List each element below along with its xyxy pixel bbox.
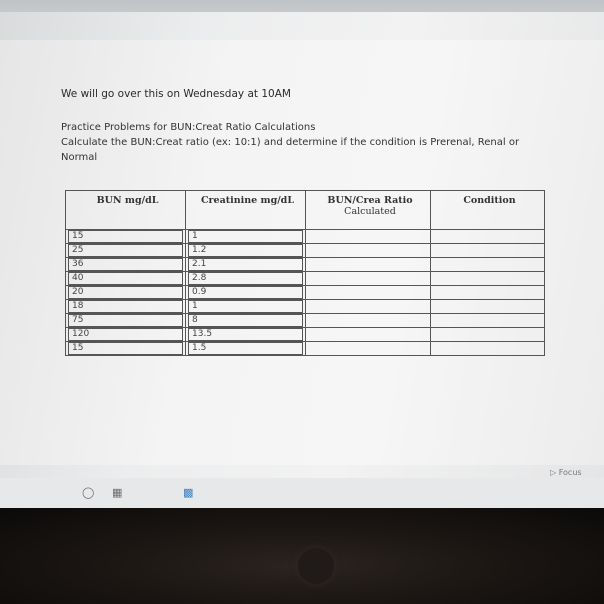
cell-bun[interactable]: [66, 244, 186, 258]
task-view-icon[interactable]: ▦: [112, 486, 123, 499]
cell-creatinine-value: 2.8: [188, 272, 303, 285]
header-creatinine: Creatinine mg/dL: [186, 191, 306, 230]
table-row: [66, 328, 545, 342]
cell-bun[interactable]: [66, 230, 186, 244]
table-row: [66, 314, 545, 328]
instruction-text: Calculate the BUN:Creat ratio (ex: 10:1) and determine if the condition is Prerenal, Renal or: [61, 137, 520, 148]
cell-ratio[interactable]: [306, 244, 431, 258]
cell-bun-value: 36: [68, 258, 183, 271]
header-condition: Condition: [431, 191, 545, 230]
table-row: [66, 342, 545, 356]
cell-creatinine[interactable]: [186, 258, 306, 272]
cell-creatinine[interactable]: [186, 286, 306, 300]
cell-bun-value: 120: [68, 328, 183, 341]
cell-creatinine-value: 2.1: [188, 258, 303, 271]
hp-logo: [298, 548, 334, 584]
microphone-icon[interactable]: ◯: [82, 486, 95, 499]
cell-creatinine[interactable]: [186, 244, 306, 258]
cell-creatinine[interactable]: [186, 328, 306, 342]
cell-ratio[interactable]: [306, 272, 431, 286]
cell-creatinine-value: 13.5: [188, 328, 303, 341]
cell-creatinine-value: 1.2: [188, 244, 303, 257]
app-icon[interactable]: ▩: [183, 486, 194, 499]
cell-ratio[interactable]: [306, 328, 431, 342]
cell-creatinine-value: 1: [188, 230, 303, 243]
cell-creatinine-value: 1.5: [188, 342, 303, 355]
cell-creatinine[interactable]: [186, 314, 306, 328]
table-header-row: [66, 191, 545, 230]
cell-bun-value: 40: [68, 272, 183, 285]
cell-bun-value: 18: [68, 300, 183, 313]
cell-condition[interactable]: [431, 314, 545, 328]
table-row: [66, 272, 545, 286]
cell-bun-value: 75: [68, 314, 183, 327]
cell-ratio[interactable]: [306, 286, 431, 300]
header-ratio: [306, 191, 431, 230]
focus-icon: ▷: [550, 468, 557, 477]
cell-condition[interactable]: [431, 230, 545, 244]
cell-creatinine-value: 1: [188, 300, 303, 313]
cell-condition[interactable]: [431, 342, 545, 356]
cell-condition[interactable]: [431, 300, 545, 314]
cell-creatinine[interactable]: [186, 300, 306, 314]
header-ratio-label: BUN/Crea Ratio: [327, 195, 413, 206]
cell-ratio[interactable]: [306, 258, 431, 272]
data-table: [65, 190, 545, 356]
cell-condition[interactable]: [431, 286, 545, 300]
table-row: [66, 244, 545, 258]
cell-bun-value: 25: [68, 244, 183, 257]
instructions: [61, 120, 541, 165]
cell-bun[interactable]: [66, 258, 186, 272]
table-row: [66, 230, 545, 244]
cell-bun[interactable]: [66, 286, 186, 300]
cell-bun[interactable]: [66, 314, 186, 328]
cell-bun[interactable]: [66, 342, 186, 356]
cell-bun[interactable]: [66, 328, 186, 342]
cell-creatinine[interactable]: [186, 272, 306, 286]
cell-condition[interactable]: [431, 328, 545, 342]
header-bun: BUN mg/dL: [66, 191, 186, 230]
cell-ratio[interactable]: [306, 230, 431, 244]
focus-button[interactable]: [550, 468, 582, 477]
announcement-text: We will go over this on Wednesday at 10AM: [61, 88, 291, 100]
cell-condition[interactable]: [431, 272, 545, 286]
cell-creatinine[interactable]: [186, 230, 306, 244]
header-ratio-sub: Calculated: [344, 206, 396, 217]
table-row: [66, 300, 545, 314]
cell-bun-value: 15: [68, 230, 183, 243]
cell-creatinine-value: 8: [188, 314, 303, 327]
focus-label: Focus: [558, 468, 582, 477]
cell-ratio[interactable]: [306, 314, 431, 328]
cell-creatinine-value: 0.9: [188, 286, 303, 299]
cell-condition[interactable]: [431, 258, 545, 272]
table-row: [66, 286, 545, 300]
cell-bun-value: 20: [68, 286, 183, 299]
cell-bun-value: 15: [68, 342, 183, 355]
cell-bun[interactable]: [66, 272, 186, 286]
cell-creatinine[interactable]: [186, 342, 306, 356]
cell-condition[interactable]: [431, 244, 545, 258]
cell-ratio[interactable]: [306, 342, 431, 356]
table-row: [66, 258, 545, 272]
instruction-continuation: Normal: [61, 152, 98, 163]
cell-ratio[interactable]: [306, 300, 431, 314]
heading-text: Practice Problems for BUN:Creat Ratio Calculations: [61, 122, 316, 133]
cell-bun[interactable]: [66, 300, 186, 314]
